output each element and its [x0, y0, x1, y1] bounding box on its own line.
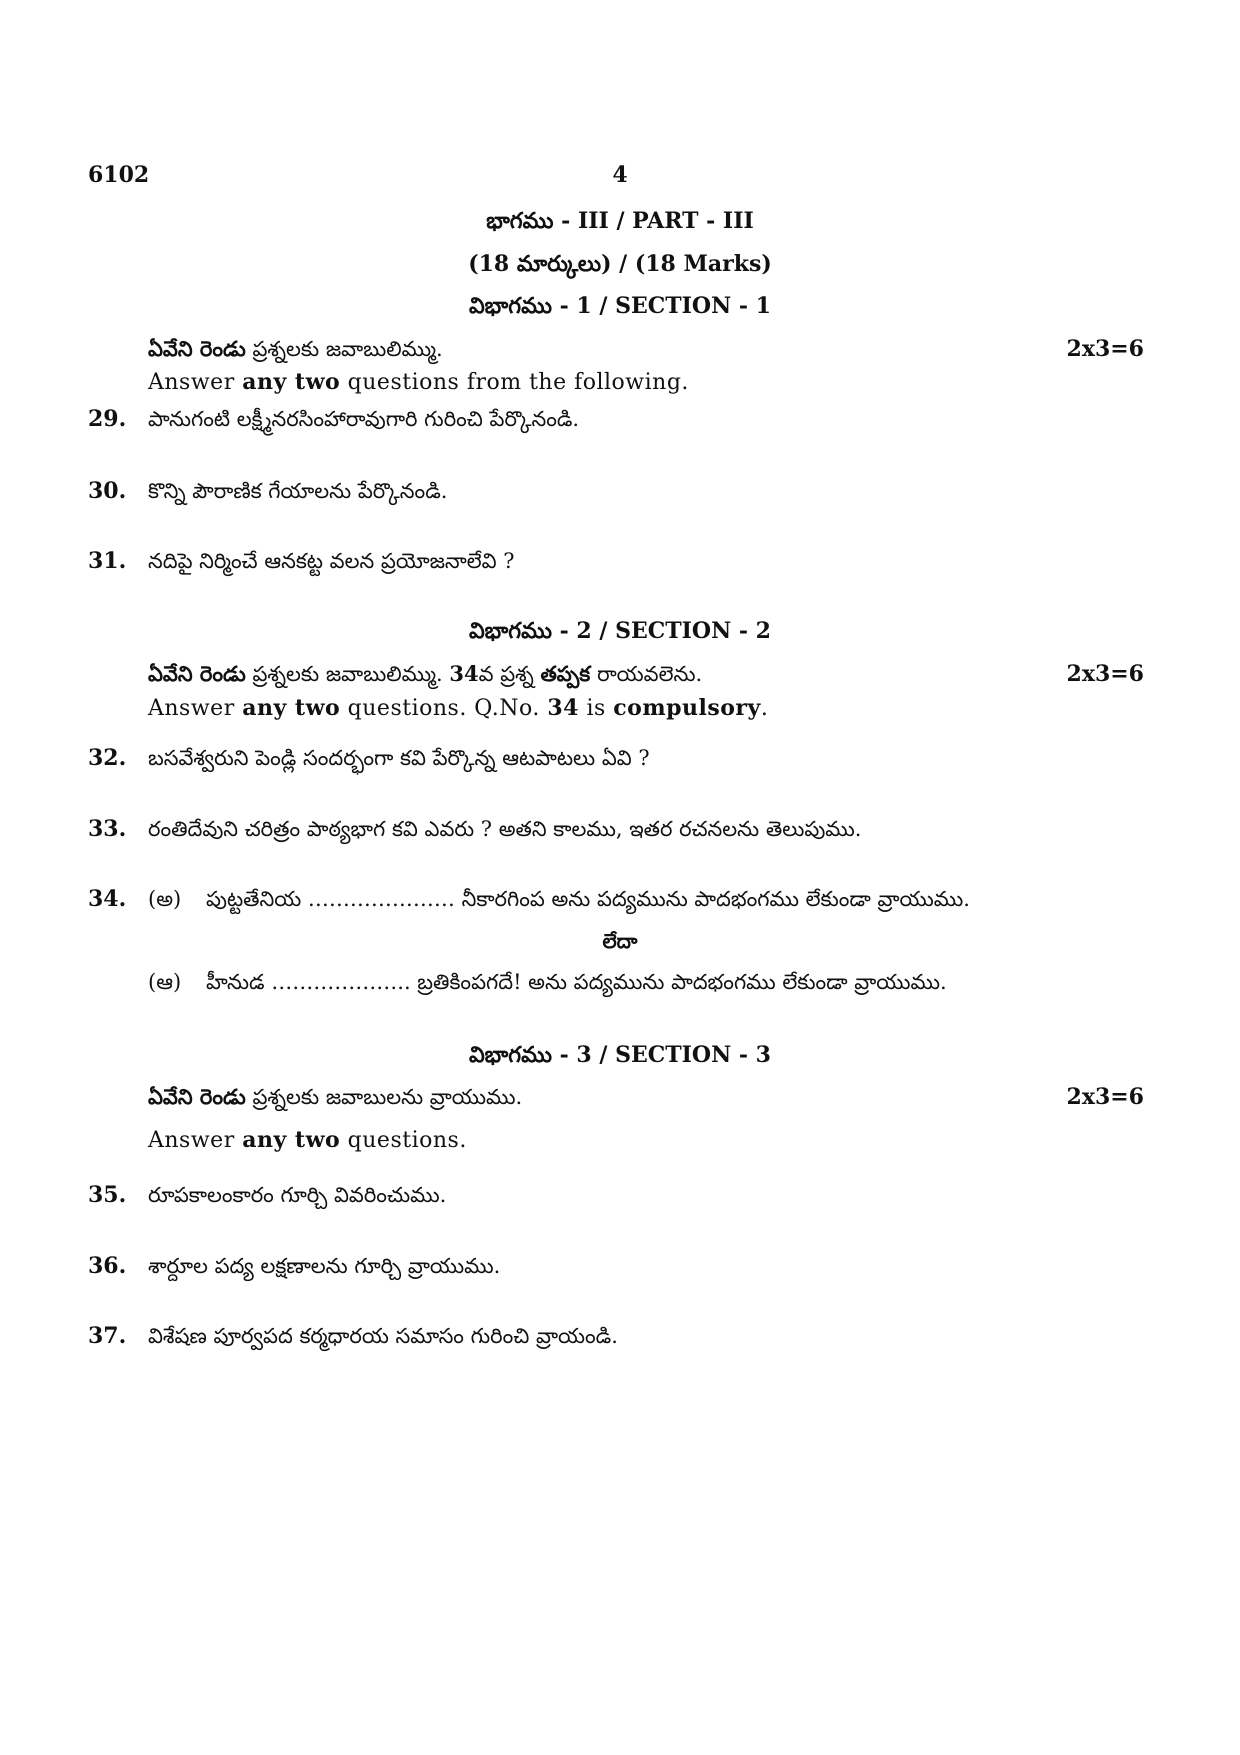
- question-text: విశేషణ పూర్వపద కర్మధారయ సమాసం గురించి వ్రాయండి.: [148, 1324, 618, 1348]
- question-33: [88, 816, 861, 847]
- page-number: 4: [612, 162, 628, 188]
- question-31: [88, 548, 515, 579]
- section-3-title: విభాగము - 3 / SECTION - 3: [469, 1042, 771, 1068]
- question-text: శార్దూల పద్య లక్షణాలను గూర్చి వ్రాయుము.: [148, 1254, 501, 1278]
- instruction-text: ప్రశ్నలకు జవాబులిమ్ము.: [245, 662, 450, 686]
- question-text: బసవేశ్వరుని పెండ్లి సందర్భంగా కవి పేర్కొన్న ఆటపాటలు ఏవి ?: [148, 746, 650, 770]
- question-text: కొన్ని పౌరాణిక గేయాలను పేర్కొనండి.: [148, 479, 448, 503]
- section-2-title: విభాగము - 2 / SECTION - 2: [469, 618, 771, 644]
- instruction-text: questions from the following.: [340, 370, 689, 395]
- section-3-marks: 2x3=6: [1066, 1084, 1144, 1110]
- question-number: 36.: [88, 1253, 127, 1279]
- instruction-bold: any two: [242, 369, 341, 395]
- question-text: పానుగంటి లక్ష్మీనరసింహారావుగారి గురించి పేర్కొనండి.: [148, 407, 580, 431]
- section-2-instruction-english: [148, 695, 768, 721]
- question-text: రూపకాలంకారం గూర్చి వివరించుము.: [148, 1183, 447, 1207]
- question-36: [88, 1253, 500, 1284]
- question-number: 34.: [88, 886, 127, 912]
- question-number: 32.: [88, 745, 127, 771]
- question-34: [88, 886, 970, 917]
- instruction-bold: any two: [242, 695, 341, 721]
- instruction-text: Answer: [148, 1128, 243, 1153]
- instruction-bold-prefix: ఏవేని రెండు: [148, 1084, 246, 1109]
- instruction-text: రాయవలెను.: [590, 662, 703, 686]
- instruction-rest: ప్రశ్నలకు జవాబులను వ్రాయుము.: [245, 1085, 523, 1109]
- question-32: [88, 745, 650, 776]
- section-3-instruction-english: [148, 1127, 467, 1153]
- paper-code: 6102: [88, 162, 150, 188]
- instruction-text: questions.: [340, 1128, 467, 1153]
- question-text: రంతిదేవుని చరిత్రం పాఠ్యభాగ కవి ఎవరు ? అతని కాలము, ఇతర రచనలను తెలుపుము.: [148, 817, 862, 841]
- section-2-marks: 2x3=6: [1066, 661, 1144, 687]
- instruction-bold-number: 34: [449, 661, 479, 686]
- section-1-instruction-telugu: [148, 336, 443, 367]
- instruction-text: వ ప్రశ్న: [478, 662, 541, 686]
- option-a-label: (అ): [148, 887, 182, 911]
- instruction-text: Answer: [148, 370, 243, 395]
- section-1-instruction-english: [148, 369, 689, 395]
- section-1-marks: 2x3=6: [1066, 336, 1144, 362]
- instruction-text: .: [760, 696, 769, 721]
- option-b-text: హీనుడ ……………….. బ్రతికింపగదే! అను పద్యమును పాదభంగము లేకుండా వ్రాయుము.: [206, 970, 947, 994]
- instruction-text: is: [578, 696, 614, 721]
- option-b-label: (ఆ): [148, 970, 182, 994]
- question-37: [88, 1323, 618, 1354]
- instruction-bold-prefix: ఏవేని రెండు: [148, 661, 246, 686]
- instruction-bold-compulsory: తప్పక: [540, 661, 591, 686]
- question-number: 30.: [88, 478, 127, 504]
- question-30: [88, 478, 447, 509]
- section-3-instruction-telugu: [148, 1084, 522, 1115]
- question-number: 35.: [88, 1182, 127, 1208]
- question-number: 37.: [88, 1323, 127, 1349]
- instruction-bold-number: 34: [547, 695, 579, 721]
- instruction-bold: any two: [242, 1127, 341, 1153]
- part-title: భాగము - III / PART - III: [486, 208, 754, 234]
- question-35: [88, 1182, 446, 1213]
- question-34-option-b: [148, 970, 947, 1000]
- question-number: 29.: [88, 406, 127, 432]
- instruction-bold-prefix: ఏవేని రెండు: [148, 336, 246, 361]
- instruction-bold-compulsory: compulsory: [613, 695, 761, 721]
- section-2-instruction-telugu: [148, 661, 702, 692]
- instruction-rest: ప్రశ్నలకు జవాబులిమ్ము.: [245, 337, 443, 361]
- part-marks: (18 మార్కులు) / (18 Marks): [468, 251, 772, 277]
- instruction-text: Answer: [148, 696, 243, 721]
- question-text: నదిపై నిర్మించే ఆనకట్ట వలన ప్రయోజనాలేవి ?: [148, 549, 515, 573]
- or-separator: లేదా: [602, 929, 638, 953]
- section-1-title: విభాగము - 1 / SECTION - 1: [469, 293, 771, 319]
- question-number: 33.: [88, 816, 127, 842]
- question-29: [88, 406, 579, 437]
- option-a-text: పుట్టతేనియ ………………… నీకారగింప అను పద్యమును పాదభంగము లేకుండా వ్రాయుము.: [206, 887, 970, 911]
- question-number: 31.: [88, 548, 127, 574]
- instruction-text: questions. Q.No.: [340, 696, 548, 721]
